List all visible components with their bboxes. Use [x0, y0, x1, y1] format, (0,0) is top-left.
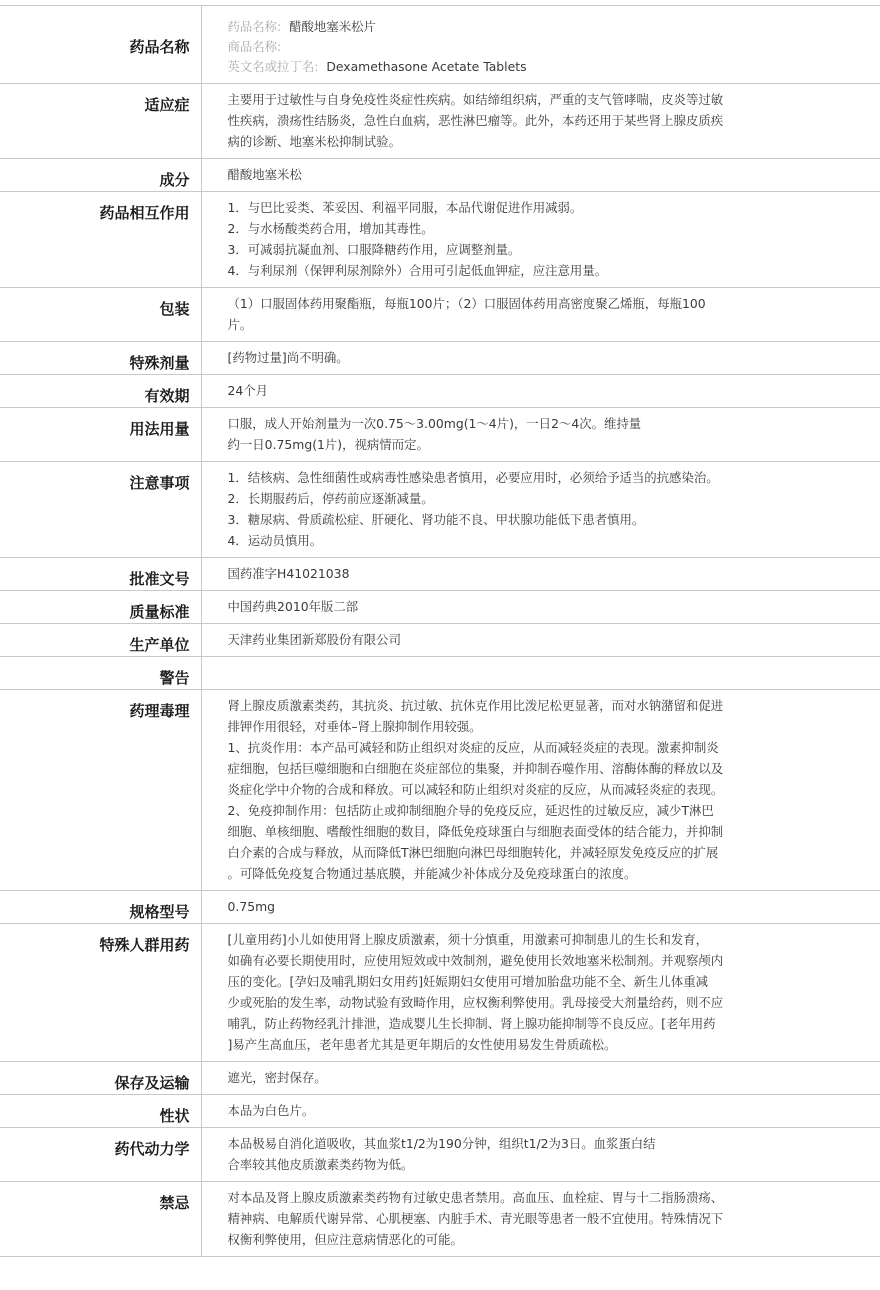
row-value	[201, 375, 880, 408]
row-label	[0, 1062, 201, 1095]
row-label	[0, 591, 201, 624]
row-label	[0, 690, 201, 891]
value-line: 。可降低免疫复合物通过基底膜，并能减少补体成分及免疫球蛋白的浓度。	[227, 866, 637, 881]
row-label	[0, 462, 201, 558]
row-label-text: 成分	[159, 171, 190, 189]
value-line: 精神病、电解质代谢异常、心肌梗塞、内脏手术、青光眼等患者一般不宜使用。特殊情况下	[227, 1211, 724, 1226]
value-line: 哺乳，防止药物经乳汁排泄，造成婴儿生长抑制、肾上腺功能抑制等不良反应。[老年用药	[227, 1016, 716, 1031]
value-line: 合率较其他皮质激素类药物为低。	[227, 1157, 414, 1172]
row-label-text: 药代动力学	[114, 1140, 190, 1158]
value-line: 本品为白色片。	[227, 1103, 315, 1118]
row-label	[0, 159, 201, 192]
row-value	[201, 159, 880, 192]
row-label	[0, 657, 201, 690]
value-line: 主要用于过敏性与自身免疫性炎症性疾病。如结缔组织病，严重的支气管哮喘，皮炎等过敏	[227, 92, 724, 107]
value-line: 口服，成人开始剂量为一次0.75～3.00mg(1～4片)，一日2～4次。维持量	[227, 416, 642, 431]
value-line: 本品极易自消化道吸收，其血浆t1/2为190分钟，组织t1/2为3日。血浆蛋白结	[227, 1136, 656, 1151]
value-line: 肾上腺皮质激素类药，其抗炎、抗过敏、抗休克作用比泼尼松更显著，而对水钠潴留和促进	[227, 698, 724, 713]
row-value	[201, 288, 880, 342]
row-label-text: 药品名称	[129, 38, 190, 56]
row-warning	[0, 657, 880, 690]
generic-name-label: 药品名称:	[227, 19, 282, 34]
row-value	[201, 591, 880, 624]
value-line: 天津药业集团新郑股份有限公司	[227, 632, 401, 647]
row-label-text: 警告	[159, 669, 190, 687]
trade-name	[228, 37, 791, 57]
row-value	[201, 342, 880, 375]
english-name-label: 英文名或拉丁名:	[227, 59, 319, 74]
row-label	[0, 924, 201, 1062]
row-label-text: 包装	[159, 300, 190, 318]
value-line: （1）口服固体药用聚酯瓶，每瓶100片；（2）口服固体药用高密度聚乙烯瓶，每瓶100	[227, 296, 706, 311]
row-label	[0, 1128, 201, 1182]
value-line: 约一日0.75mg(1片)，视病情而定。	[227, 437, 429, 452]
value-line: 遮光，密封保存。	[227, 1070, 327, 1085]
row-value	[201, 84, 880, 159]
row-special_population	[0, 924, 880, 1062]
row-name	[0, 6, 880, 84]
value-line: 病的诊断、地塞米松抑制试验。	[227, 134, 401, 149]
row-label	[0, 192, 201, 288]
row-value	[201, 924, 880, 1062]
value-line: 醋酸地塞米松	[227, 167, 302, 182]
row-value	[201, 891, 880, 924]
row-label-text: 性状	[159, 1107, 190, 1125]
row-value	[201, 1182, 880, 1257]
row-value	[201, 624, 880, 657]
row-appearance	[0, 1095, 880, 1128]
row-label-text: 用法用量	[129, 420, 190, 438]
value-line: 1．结核病、急性细菌性或病毒性感染患者慎用，必要应用时，必须给予适当的抗感染治。	[227, 470, 719, 485]
generic-name	[228, 17, 791, 37]
row-label	[0, 1095, 201, 1128]
row-indication	[0, 84, 880, 159]
row-spec	[0, 891, 880, 924]
value-line: [儿童用药]小儿如使用肾上腺皮质激素，须十分慎重，用激素可抑制患儿的生长和发育，	[227, 932, 709, 947]
row-validity	[0, 375, 880, 408]
drug-info-table	[0, 5, 880, 1257]
row-label-text: 有效期	[144, 387, 190, 405]
value-line: 细胞、单核细胞、嗜酸性细胞的数目，降低免疫球蛋白与细胞表面受体的结合能力，并抑制	[227, 824, 724, 839]
value-line: ]易产生高血压，老年患者尤其是更年期后的女性使用易发生骨质疏松。	[227, 1037, 617, 1052]
row-label-text: 生产单位	[129, 636, 190, 654]
value-line: 1、抗炎作用：本产品可减轻和防止组织对炎症的反应，从而减轻炎症的表现。激素抑制炎	[227, 740, 719, 755]
row-value	[201, 408, 880, 462]
value-line: 炎症化学中介物的合成和释放。可以减轻和防止组织对炎症的反应，从而减轻炎症的表现。	[227, 782, 724, 797]
value-line: 0.75mg	[227, 899, 276, 914]
row-value	[201, 657, 880, 690]
value-line: 2．长期服药后，停药前应逐渐减量。	[227, 491, 434, 506]
row-pharmacology	[0, 690, 880, 891]
row-label-text: 适应症	[144, 96, 190, 114]
value-line: 排钾作用很轻，对垂体–肾上腺抑制作用较强。	[227, 719, 482, 734]
row-value	[201, 558, 880, 591]
value-line: 对本品及肾上腺皮质激素类药物有过敏史患者禁用。高血压、血栓症、胃与十二指肠溃疡、	[227, 1190, 724, 1205]
row-value	[201, 1128, 880, 1182]
value-line: 3．可减弱抗凝血剂、口服降糖药作用，应调整剂量。	[227, 242, 521, 257]
row-standard	[0, 591, 880, 624]
row-label-text: 特殊剂量	[129, 354, 190, 372]
value-line: 国药准字H41021038	[227, 566, 350, 581]
row-label	[0, 84, 201, 159]
row-package	[0, 288, 880, 342]
row-pharmacokinetics	[0, 1128, 880, 1182]
generic-name-value: 醋酸地塞米松片	[289, 19, 376, 34]
row-label	[0, 288, 201, 342]
value-line: 性疾病，溃疡性结肠炎，急性白血病，恶性淋巴瘤等。此外，本药还用于某些肾上腺皮质疾	[227, 113, 724, 128]
value-line: 症细胞，包括巨噬细胞和白细胞在炎症部位的集聚，并抑制吞噬作用、溶酶体酶的释放以及	[227, 761, 724, 776]
row-label	[0, 624, 201, 657]
row-label	[0, 891, 201, 924]
row-storage	[0, 1062, 880, 1095]
name-block	[201, 6, 880, 84]
value-line: [药物过量]尚不明确。	[227, 350, 349, 365]
english-name	[228, 57, 791, 77]
row-value	[201, 1095, 880, 1128]
row-label	[0, 558, 201, 591]
value-line: 中国药典2010年版二部	[227, 599, 359, 614]
english-name-value: Dexamethasone Acetate Tablets	[326, 59, 527, 74]
row-label	[0, 375, 201, 408]
row-label	[0, 342, 201, 375]
row-special_dose	[0, 342, 880, 375]
row-label-text: 药品相互作用	[99, 204, 190, 222]
row-value	[201, 192, 880, 288]
value-line: 24个月	[227, 383, 269, 398]
trade-name-label: 商品名称:	[227, 39, 282, 54]
row-precautions	[0, 462, 880, 558]
row-label-text: 规格型号	[129, 903, 190, 921]
row-contraindications	[0, 1182, 880, 1257]
value-line: 2．与水杨酸类药合用，增加其毒性。	[227, 221, 434, 236]
row-label	[0, 6, 201, 84]
value-line: 4．与利尿剂（保钾利尿剂除外）合用可引起低血钾症，应注意用量。	[227, 263, 608, 278]
value-line: 少或死胎的发生率，动物试验有致畸作用，应权衡利弊使用。乳母接受大剂量给药，则不应	[227, 995, 724, 1010]
row-value	[201, 690, 880, 891]
row-label	[0, 1182, 201, 1257]
row-label-text: 质量标准	[129, 603, 190, 621]
row-label	[0, 408, 201, 462]
row-label-text: 特殊人群用药	[99, 936, 190, 954]
row-interactions	[0, 192, 880, 288]
row-value	[201, 1062, 880, 1095]
value-line: 如确有必要长期使用时，应使用短效或中效制剂，避免使用长效地塞米松制剂。并观察颅内	[227, 953, 724, 968]
row-label-text: 药理毒理	[129, 702, 190, 720]
row-manufacturer	[0, 624, 880, 657]
value-line: 片。	[227, 317, 253, 332]
value-line: 2、免疫抑制作用：包括防止或抑制细胞介导的免疫反应，延迟性的过敏反应，减少T淋巴	[227, 803, 714, 818]
row-label-text: 注意事项	[129, 474, 190, 492]
row-ingredients	[0, 159, 880, 192]
row-value	[201, 462, 880, 558]
value-line: 4．运动员慎用。	[227, 533, 323, 548]
row-label-text: 批准文号	[129, 570, 190, 588]
value-line: 1．与巴比妥类、苯妥因、利福平同服，本品代谢促进作用减弱。	[227, 200, 583, 215]
row-label-text: 保存及运输	[114, 1074, 190, 1092]
value-line: 白介素的合成与释放，从而降低T淋巴细胞向淋巴母细胞转化，并减轻原发免疫反应的扩展	[227, 845, 719, 860]
row-approval	[0, 558, 880, 591]
value-line: 3．糖尿病、骨质疏松症、肝硬化、肾功能不良、甲状腺功能低下患者慎用。	[227, 512, 645, 527]
row-label-text: 禁忌	[159, 1194, 190, 1212]
value-line: 权衡利弊使用，但应注意病情恶化的可能。	[227, 1232, 463, 1247]
row-usage	[0, 408, 880, 462]
value-line: 压的变化。[孕妇及哺乳期妇女用药]妊娠期妇女使用可增加胎盘功能不全、新生儿体重减	[227, 974, 709, 989]
